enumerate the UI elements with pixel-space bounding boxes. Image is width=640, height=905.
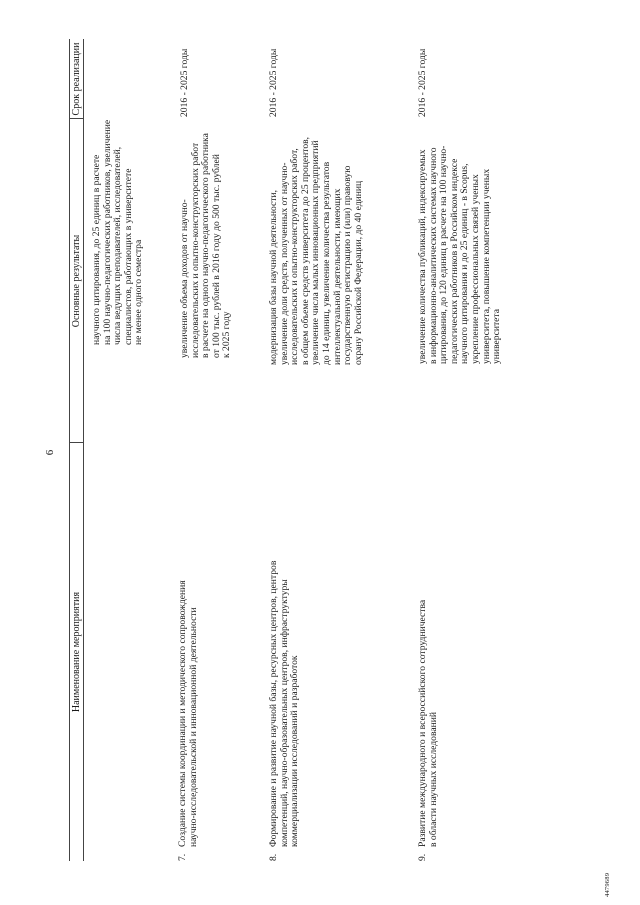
page-number: 6: [44, 449, 56, 456]
document-code: 4479689: [604, 872, 611, 897]
table-top-rule: [69, 39, 70, 861]
results-line: научного цитирования и до 25 единиц - в Scopus,: [459, 163, 471, 364]
results-line: увеличение доли средств, полученных от научно-: [278, 162, 290, 365]
row-9-name: [418, 600, 439, 847]
row-7-name: [178, 580, 199, 847]
results-line: укрепление профессиональных связей ученых: [469, 174, 481, 364]
table-header-rule: [83, 39, 84, 861]
name-line: Развитие международного и всероссийского сотрудничества: [417, 599, 428, 847]
row-number: 8.: [268, 853, 279, 861]
name-line: Формирование и развитие научной базы, ресурсных центров, центров: [268, 560, 279, 847]
results-line: увеличение объема доходов от научно-: [179, 199, 190, 358]
name-line: Создание системы координации и методического сопровождения: [177, 580, 188, 847]
results-line: увеличение числа малых инновационных предприятий: [310, 140, 322, 365]
results-line: специалистов, работающих в университете: [122, 168, 134, 345]
name-line: коммерциализации исследований и разработок: [289, 655, 301, 847]
results-line: университета, повышение компетенции ученых: [480, 168, 492, 364]
row-7-term: 2016 - 2025 годы: [179, 48, 190, 117]
header-name: Наименование мероприятия: [71, 591, 82, 713]
results-line: исследовательских и опытно-конструкторских работ: [189, 142, 201, 358]
row-9-term: 2016 - 2025 годы: [417, 48, 428, 117]
results-line: до 14 единиц, увеличение количества результатов: [320, 161, 332, 365]
results-line: педагогических работников в Российском индексе: [448, 158, 460, 364]
results-line: в информационно-аналитических системах научного: [427, 147, 439, 364]
row-9-results: [418, 146, 503, 364]
row-7-results: [180, 133, 233, 358]
results-line: охрану Российской Федерации, до 40 единиц: [352, 180, 364, 365]
results-line: модернизация базы научной деятельности,: [268, 189, 279, 365]
continuation-results: [92, 120, 145, 345]
row-number: 9.: [417, 853, 428, 861]
results-line: не менее одного семестра: [133, 239, 145, 345]
results-line: к 2025 году: [221, 311, 233, 358]
row-8-results: [269, 137, 364, 365]
header-term: Срок реализации: [71, 42, 82, 116]
results-line: научного цитирования, до 25 единиц в расчете: [91, 154, 102, 345]
results-line: числа ведущих преподавателей, исследователей,: [112, 146, 124, 345]
results-line: в общем объеме средств университета до 25 процентов,: [299, 136, 311, 365]
results-line: исследовательских и опытно-конструкторских работ,: [289, 148, 301, 365]
name-line: в области научных исследований: [427, 711, 439, 847]
results-line: цитирования, до 120 единиц в расчете на 100 научно-: [438, 145, 450, 364]
name-line: компетенций, научно-образовательных центров, инфраструктуры: [278, 579, 290, 847]
row-number: 7.: [177, 853, 188, 861]
row-8-name: [269, 561, 301, 847]
results-line: университета: [491, 308, 503, 364]
results-line: в расчете на одного научно-педагогического работника: [200, 133, 212, 358]
row-8-term: 2016 - 2025 годы: [268, 48, 279, 117]
header-results: Основные результаты: [71, 234, 82, 328]
results-line: на 100 научно-педагогических работников, увеличение: [101, 119, 113, 345]
name-line: научно-исследовательской и инновационной деятельности: [187, 607, 199, 847]
results-line: увеличение количества публикаций, индексируемых: [417, 149, 428, 364]
results-line: государственную регистрацию и (или) правовую: [342, 165, 354, 365]
results-line: от 100 тыс. рублей в 2016 году до 500 тыс. рублей: [210, 154, 222, 358]
results-line: интеллектуальной деятельности, имеющих: [331, 188, 343, 365]
